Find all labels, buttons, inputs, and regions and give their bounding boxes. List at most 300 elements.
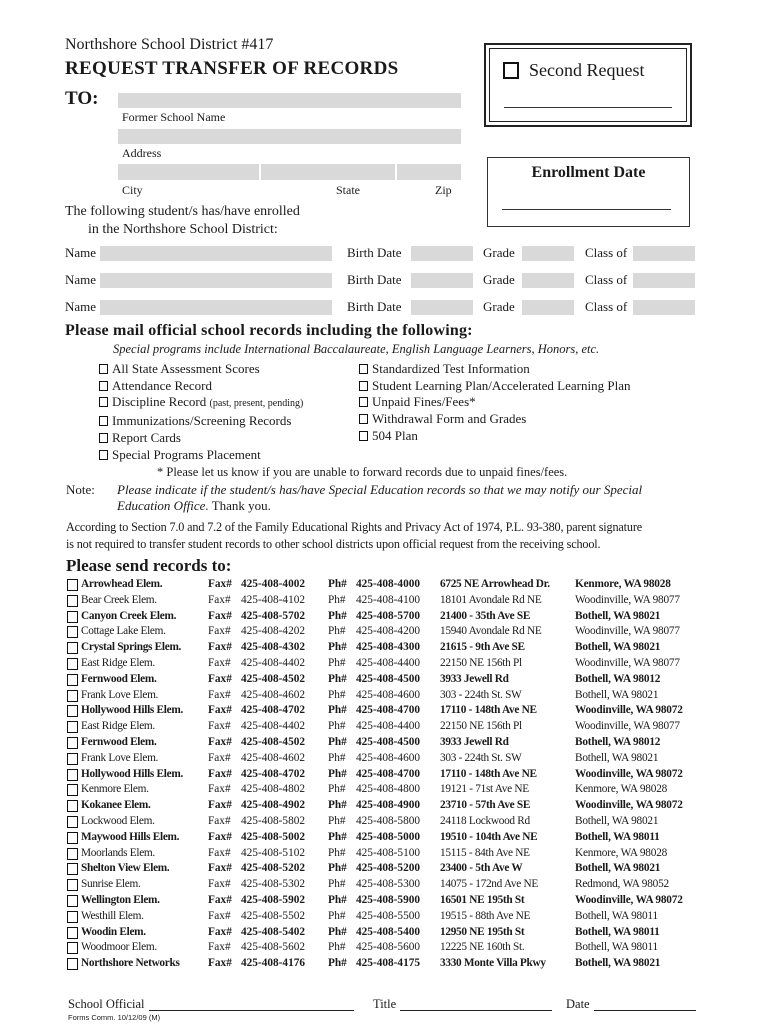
school-name: Westhill Elem. bbox=[81, 909, 144, 922]
school-fax-label: Fax# bbox=[208, 909, 231, 922]
school-city: Woodinville, WA 98077 bbox=[575, 656, 680, 669]
record-item-label: All State Assessment Scores bbox=[112, 361, 260, 376]
school-fax: 425-408-4602 bbox=[241, 751, 306, 764]
school-row bbox=[67, 703, 707, 719]
note-text-2: Education Office. bbox=[117, 498, 209, 513]
school-city: Bothell, WA 98011 bbox=[575, 941, 658, 954]
former-school-name-label: Former School Name bbox=[122, 110, 226, 124]
school-checkbox[interactable] bbox=[67, 927, 78, 939]
school-row bbox=[67, 577, 707, 593]
school-fax: 425-408-4402 bbox=[241, 656, 306, 669]
birth-date-label: Birth Date bbox=[347, 299, 402, 314]
address-field[interactable] bbox=[118, 129, 461, 144]
school-checkbox[interactable] bbox=[67, 911, 78, 923]
school-ph-label: Ph# bbox=[328, 814, 346, 827]
school-address: 21400 - 35th Ave SE bbox=[440, 609, 531, 622]
school-row bbox=[67, 735, 707, 751]
ferpa-line2: is not required to transfer student records to other school districts upon official request from the receiving school. bbox=[66, 537, 601, 551]
record-checkbox[interactable] bbox=[359, 414, 368, 424]
school-name: Northshore Networks bbox=[81, 957, 180, 970]
class-of-field[interactable] bbox=[633, 300, 695, 315]
school-phone: 425-408-4400 bbox=[356, 720, 421, 733]
school-checkbox[interactable] bbox=[67, 595, 78, 607]
school-fax-label: Fax# bbox=[208, 751, 231, 764]
school-name: Frank Love Elem. bbox=[81, 688, 159, 701]
school-ph-label: Ph# bbox=[328, 656, 346, 669]
school-name: East Ridge Elem. bbox=[81, 720, 155, 733]
school-checkbox[interactable] bbox=[67, 942, 78, 954]
school-checkbox[interactable] bbox=[67, 800, 78, 812]
school-ph-label: Ph# bbox=[328, 909, 346, 922]
school-address: 303 - 224th St. SW bbox=[440, 688, 522, 701]
school-fax: 425-408-5802 bbox=[241, 814, 306, 827]
grade-field[interactable] bbox=[522, 273, 574, 288]
school-address: 6725 NE Arrowhead Dr. bbox=[440, 578, 550, 590]
records-checklist-left bbox=[99, 361, 303, 463]
school-ph-label: Ph# bbox=[328, 941, 346, 954]
school-fax-label: Fax# bbox=[208, 783, 231, 796]
school-row bbox=[67, 640, 707, 656]
record-item[interactable] bbox=[359, 428, 630, 445]
school-address: 3933 Jewell Rd bbox=[440, 672, 509, 685]
school-checkbox[interactable] bbox=[67, 626, 78, 638]
school-checkbox[interactable] bbox=[67, 721, 78, 733]
record-item[interactable] bbox=[99, 430, 303, 447]
form-title: REQUEST TRANSFER OF RECORDS bbox=[65, 58, 399, 79]
school-ph-label: Ph# bbox=[328, 830, 347, 843]
records-checklist-right bbox=[359, 361, 630, 445]
school-checkbox[interactable] bbox=[67, 848, 78, 860]
school-fax-label: Fax# bbox=[208, 625, 231, 638]
school-fax: 425-408-5602 bbox=[241, 941, 306, 954]
record-checkbox[interactable] bbox=[359, 431, 368, 441]
class-of-field[interactable] bbox=[633, 246, 695, 261]
school-ph-label: Ph# bbox=[328, 625, 346, 638]
school-address: 12950 NE 195th St bbox=[440, 925, 525, 938]
school-row bbox=[67, 956, 707, 972]
school-row bbox=[67, 656, 707, 672]
school-city: Woodinville, WA 98072 bbox=[575, 767, 683, 780]
school-city: Bothell, WA 98021 bbox=[575, 641, 661, 654]
school-name: Woodmoor Elem. bbox=[81, 941, 157, 954]
enrollment-date-box bbox=[487, 157, 690, 227]
record-item[interactable] bbox=[359, 411, 630, 428]
school-phone: 425-408-5600 bbox=[356, 941, 421, 954]
district-name: Northshore School District #417 bbox=[65, 36, 274, 53]
school-fax-label: Fax# bbox=[208, 656, 231, 669]
student-name-field[interactable] bbox=[100, 300, 332, 315]
school-city: Bothell, WA 98012 bbox=[575, 735, 661, 748]
school-row bbox=[67, 877, 707, 893]
fines-note: * Please let us know if you are unable to forward records due to unpaid fines/fees. bbox=[157, 465, 568, 479]
school-row bbox=[67, 830, 707, 846]
student-name-label: Name bbox=[65, 299, 97, 314]
school-fax-label: Fax# bbox=[208, 641, 232, 654]
record-item[interactable] bbox=[99, 394, 303, 413]
school-address: 14075 - 172nd Ave NE bbox=[440, 878, 538, 891]
school-city: Redmond, WA 98052 bbox=[575, 878, 669, 891]
school-phone: 425-408-4000 bbox=[356, 578, 421, 590]
school-row bbox=[67, 624, 707, 640]
special-programs-note: Special programs include International Baccalaureate, English Language Learners, Honors, etc. bbox=[113, 342, 600, 356]
school-fax: 425-408-4502 bbox=[241, 735, 306, 748]
school-name: East Ridge Elem. bbox=[81, 656, 155, 669]
class-of-label: Class of bbox=[585, 272, 628, 287]
grade-field[interactable] bbox=[522, 300, 574, 315]
school-name: Shelton View Elem. bbox=[81, 862, 170, 875]
school-fax-label: Fax# bbox=[208, 957, 232, 970]
title-label: Title bbox=[373, 997, 397, 1011]
school-name: Kokanee Elem. bbox=[81, 799, 151, 812]
school-phone: 425-408-4175 bbox=[356, 957, 421, 970]
school-fax-label: Fax# bbox=[208, 593, 231, 606]
school-city: Bothell, WA 98021 bbox=[575, 688, 659, 701]
school-fax: 425-408-5702 bbox=[241, 609, 306, 622]
school-address: 19510 - 104th Ave NE bbox=[440, 830, 538, 843]
school-phone: 425-408-4200 bbox=[356, 625, 421, 638]
record-checkbox[interactable] bbox=[359, 381, 368, 391]
school-ph-label: Ph# bbox=[328, 704, 347, 717]
record-item-label: Standardized Test Information bbox=[372, 361, 530, 376]
school-city: Bothell, WA 98011 bbox=[575, 925, 660, 938]
school-address: 3330 Monte Villa Pkwy bbox=[440, 957, 546, 970]
record-checkbox[interactable] bbox=[99, 381, 108, 391]
school-ph-label: Ph# bbox=[328, 893, 347, 906]
zip-field[interactable] bbox=[397, 164, 461, 180]
school-row bbox=[67, 719, 707, 735]
record-item[interactable] bbox=[359, 394, 630, 411]
record-item-label: Attendance Record bbox=[112, 377, 212, 393]
student-name-label: Name bbox=[65, 272, 97, 287]
school-row bbox=[67, 940, 707, 956]
school-address: 303 - 224th St. SW bbox=[440, 751, 522, 764]
school-fax: 425-408-4102 bbox=[241, 593, 306, 606]
school-phone: 425-408-4100 bbox=[356, 593, 421, 606]
school-checkbox[interactable] bbox=[67, 832, 78, 844]
school-fax: 425-408-4002 bbox=[241, 578, 306, 590]
school-checkbox[interactable] bbox=[67, 658, 78, 670]
record-item[interactable] bbox=[359, 361, 630, 378]
school-row bbox=[67, 751, 707, 767]
title-field[interactable] bbox=[400, 1010, 552, 1011]
school-city: Woodinville, WA 98077 bbox=[575, 593, 680, 606]
school-ph-label: Ph# bbox=[328, 593, 346, 606]
school-city: Woodinville, WA 98072 bbox=[575, 704, 683, 717]
school-checkbox[interactable] bbox=[67, 816, 78, 828]
school-fax: 425-408-5302 bbox=[241, 878, 306, 891]
school-ph-label: Ph# bbox=[328, 862, 347, 875]
intro-line1: The following student/s has/have enrolled bbox=[65, 204, 300, 219]
school-phone: 425-408-4500 bbox=[356, 672, 421, 685]
school-checkbox[interactable] bbox=[67, 784, 78, 796]
school-checkbox[interactable] bbox=[67, 705, 78, 717]
school-fax: 425-408-4702 bbox=[241, 767, 306, 780]
school-city: Kenmore, WA 98028 bbox=[575, 783, 668, 796]
school-checkbox[interactable] bbox=[67, 895, 78, 907]
school-address: 16501 NE 195th St bbox=[440, 893, 525, 906]
school-fax-label: Fax# bbox=[208, 862, 232, 875]
school-fax: 425-408-5402 bbox=[241, 925, 306, 938]
ferpa-line1: According to Section 7.0 and 7.2 of the Family Educational Rights and Privacy Act of 1974, P.L. 93-380, parent signature bbox=[66, 520, 643, 534]
school-address: 19515 - 88th Ave NE bbox=[440, 909, 531, 922]
school-fax-label: Fax# bbox=[208, 609, 232, 622]
school-fax-label: Fax# bbox=[208, 704, 232, 717]
grade-label: Grade bbox=[483, 299, 515, 314]
school-ph-label: Ph# bbox=[328, 751, 346, 764]
school-fax: 425-408-4176 bbox=[241, 957, 306, 970]
discipline-note: (past, present, pending) bbox=[209, 398, 304, 410]
school-checkbox[interactable] bbox=[67, 958, 78, 970]
school-address: 17110 - 148th Ave NE bbox=[440, 704, 537, 717]
school-fax: 425-408-4702 bbox=[241, 704, 306, 717]
school-fax: 425-408-4602 bbox=[241, 688, 306, 701]
school-checkbox[interactable] bbox=[67, 690, 78, 702]
record-item-label: Unpaid Fines/Fees* bbox=[372, 394, 476, 410]
form-code: Forms Comm. 10/12/09 (M) bbox=[68, 1013, 161, 1022]
school-fax: 425-408-4202 bbox=[241, 625, 306, 638]
school-row bbox=[67, 688, 707, 704]
school-row bbox=[67, 893, 707, 909]
school-address: 24118 Lockwood Rd bbox=[440, 814, 530, 827]
class-of-label: Class of bbox=[585, 245, 628, 260]
school-row bbox=[67, 846, 707, 862]
school-fax-label: Fax# bbox=[208, 578, 232, 590]
school-city: Bothell, WA 98021 bbox=[575, 751, 659, 764]
record-item-label: Discipline Record bbox=[112, 394, 207, 410]
school-phone: 425-408-5300 bbox=[356, 878, 421, 891]
birth-date-label: Birth Date bbox=[347, 272, 402, 287]
grade-field[interactable] bbox=[522, 246, 574, 261]
school-checkbox[interactable] bbox=[67, 737, 78, 749]
school-name: Frank Love Elem. bbox=[81, 751, 159, 764]
school-phone: 425-408-4700 bbox=[356, 704, 421, 717]
school-phone: 425-408-4400 bbox=[356, 656, 421, 669]
school-fax: 425-408-5002 bbox=[241, 830, 306, 843]
school-row bbox=[67, 814, 707, 830]
school-checkbox[interactable] bbox=[67, 611, 78, 623]
record-item-label: Student Learning Plan/Accelerated Learning Plan bbox=[372, 377, 631, 393]
school-row bbox=[67, 593, 707, 609]
former-school-name-field[interactable] bbox=[118, 93, 461, 108]
school-ph-label: Ph# bbox=[328, 799, 347, 812]
school-ph-label: Ph# bbox=[328, 957, 347, 970]
school-ph-label: Ph# bbox=[328, 641, 347, 654]
school-address: 12225 NE 160th St. bbox=[440, 941, 525, 954]
class-of-label: Class of bbox=[585, 299, 628, 314]
school-fax-label: Fax# bbox=[208, 672, 232, 685]
school-name: Bear Creek Elem. bbox=[81, 593, 157, 606]
school-city: Bothell, WA 98021 bbox=[575, 814, 659, 827]
school-address: 18101 Avondale Rd NE bbox=[440, 593, 542, 606]
record-item[interactable] bbox=[99, 378, 303, 395]
record-item-label: 504 Plan bbox=[372, 427, 418, 443]
school-address: 15940 Avondale Rd NE bbox=[440, 625, 542, 638]
school-fax-label: Fax# bbox=[208, 846, 231, 859]
send-records-heading: Please send records to: bbox=[66, 556, 232, 575]
to-label: TO: bbox=[65, 88, 99, 109]
school-checkbox[interactable] bbox=[67, 863, 78, 875]
mail-records-heading: Please mail official school records including the following: bbox=[65, 322, 473, 339]
school-phone: 425-408-4300 bbox=[356, 641, 421, 654]
school-name: Cottage Lake Elem. bbox=[81, 625, 166, 638]
school-city: Woodinville, WA 98077 bbox=[575, 625, 680, 638]
state-label: State bbox=[336, 183, 360, 197]
school-fax: 425-408-4802 bbox=[241, 783, 306, 796]
school-name: Fernwood Elem. bbox=[81, 672, 157, 685]
record-checkbox[interactable] bbox=[99, 397, 108, 407]
birth-date-field[interactable] bbox=[411, 246, 473, 261]
school-name: Maywood Hills Elem. bbox=[81, 830, 180, 843]
note-label: Note: bbox=[66, 482, 95, 497]
school-name: Fernwood Elem. bbox=[81, 735, 157, 748]
school-phone: 425-408-5800 bbox=[356, 814, 421, 827]
school-ph-label: Ph# bbox=[328, 578, 347, 590]
intro-line2: in the Northshore School District: bbox=[88, 222, 278, 237]
school-name: Hollywood Hills Elem. bbox=[81, 767, 183, 780]
school-phone: 425-408-5700 bbox=[356, 609, 421, 622]
school-fax: 425-408-5502 bbox=[241, 909, 306, 922]
school-fax-label: Fax# bbox=[208, 814, 231, 827]
school-name: Wellington Elem. bbox=[81, 893, 160, 906]
class-of-field[interactable] bbox=[633, 273, 695, 288]
school-phone: 425-408-5500 bbox=[356, 909, 421, 922]
grade-label: Grade bbox=[483, 272, 515, 287]
school-address: 21615 - 9th Ave SE bbox=[440, 641, 525, 654]
school-city: Bothell, WA 98012 bbox=[575, 672, 661, 685]
school-phone: 425-408-4900 bbox=[356, 799, 421, 812]
school-ph-label: Ph# bbox=[328, 735, 347, 748]
date-label: Date bbox=[566, 997, 590, 1011]
school-city: Woodinville, WA 98072 bbox=[575, 893, 683, 906]
record-checkbox[interactable] bbox=[99, 416, 108, 426]
school-checkbox[interactable] bbox=[67, 769, 78, 781]
school-name: Lockwood Elem. bbox=[81, 814, 155, 827]
record-item[interactable] bbox=[359, 378, 630, 395]
student-name-field[interactable] bbox=[100, 246, 332, 261]
school-row bbox=[67, 925, 707, 941]
birth-date-field[interactable] bbox=[411, 300, 473, 315]
school-phone: 425-408-4600 bbox=[356, 688, 421, 701]
school-ph-label: Ph# bbox=[328, 878, 346, 891]
enrollment-date-label: Enrollment Date bbox=[531, 164, 646, 181]
second-request-box bbox=[484, 43, 692, 127]
date-field[interactable] bbox=[594, 1010, 696, 1011]
school-fax-label: Fax# bbox=[208, 925, 232, 938]
city-field[interactable] bbox=[118, 164, 259, 180]
record-checkbox[interactable] bbox=[359, 397, 368, 407]
school-city: Kenmore, WA 98028 bbox=[575, 846, 668, 859]
school-address: 22150 NE 156th Pl bbox=[440, 656, 522, 669]
school-fax: 425-408-5202 bbox=[241, 862, 306, 875]
school-ph-label: Ph# bbox=[328, 720, 346, 733]
school-fax-label: Fax# bbox=[208, 830, 232, 843]
student-name-field[interactable] bbox=[100, 273, 332, 288]
school-phone: 425-408-4700 bbox=[356, 767, 421, 780]
school-name: Hollywood Hills Elem. bbox=[81, 704, 183, 717]
school-checkbox[interactable] bbox=[67, 879, 78, 891]
record-item[interactable] bbox=[99, 413, 303, 430]
birth-date-field[interactable] bbox=[411, 273, 473, 288]
note-text-1: Please indicate if the student/s has/have Special Education records so that we may notify our Special bbox=[117, 482, 643, 497]
school-city: Kenmore, WA 98028 bbox=[575, 578, 671, 590]
school-ph-label: Ph# bbox=[328, 846, 346, 859]
school-fax-label: Fax# bbox=[208, 878, 231, 891]
school-address: 19121 - 71st Ave NE bbox=[440, 783, 529, 796]
note-thanks: Thank you. bbox=[211, 498, 271, 513]
school-checkbox[interactable] bbox=[67, 753, 78, 765]
school-phone: 425-408-5100 bbox=[356, 846, 421, 859]
school-row bbox=[67, 672, 707, 688]
school-phone: 425-408-4500 bbox=[356, 735, 421, 748]
record-item-label: Report Cards bbox=[112, 429, 181, 445]
school-city: Woodinville, WA 98072 bbox=[575, 799, 683, 812]
school-fax: 425-408-4502 bbox=[241, 672, 306, 685]
school-ph-label: Ph# bbox=[328, 688, 346, 701]
school-city: Bothell, WA 98021 bbox=[575, 957, 661, 970]
state-field[interactable] bbox=[261, 164, 395, 180]
school-checkbox[interactable] bbox=[67, 579, 78, 591]
school-fax-label: Fax# bbox=[208, 799, 232, 812]
school-fax: 425-408-5902 bbox=[241, 893, 306, 906]
school-fax-label: Fax# bbox=[208, 893, 232, 906]
address-label: Address bbox=[122, 146, 162, 160]
school-official-field[interactable] bbox=[149, 1010, 354, 1011]
school-fax-label: Fax# bbox=[208, 720, 231, 733]
school-checkbox[interactable] bbox=[67, 674, 78, 686]
school-phone: 425-408-5000 bbox=[356, 830, 421, 843]
school-phone: 425-408-4800 bbox=[356, 783, 421, 796]
second-request-checkbox[interactable] bbox=[503, 62, 519, 79]
school-name: Sunrise Elem. bbox=[81, 878, 141, 891]
record-checkbox[interactable] bbox=[359, 364, 368, 374]
record-item[interactable] bbox=[99, 447, 303, 464]
school-fax-label: Fax# bbox=[208, 941, 231, 954]
city-label: City bbox=[122, 183, 143, 197]
school-row bbox=[67, 798, 707, 814]
birth-date-label: Birth Date bbox=[347, 245, 402, 260]
record-checkbox[interactable] bbox=[99, 433, 108, 443]
record-item[interactable] bbox=[99, 361, 303, 378]
school-name: Canyon Creek Elem. bbox=[81, 609, 177, 622]
school-phone: 425-408-4600 bbox=[356, 751, 421, 764]
school-city: Woodinville, WA 98077 bbox=[575, 720, 680, 733]
school-fax: 425-408-4902 bbox=[241, 799, 306, 812]
school-fax-label: Fax# bbox=[208, 688, 231, 701]
school-name: Arrowhead Elem. bbox=[81, 578, 163, 590]
enrollment-date-field[interactable] bbox=[502, 209, 671, 210]
record-checkbox[interactable] bbox=[99, 450, 108, 460]
school-address: 17110 - 148th Ave NE bbox=[440, 767, 537, 780]
schools-list bbox=[67, 577, 707, 972]
record-item-label: Immunizations/Screening Records bbox=[112, 413, 292, 429]
school-address: 23400 - 5th Ave W bbox=[440, 862, 523, 875]
school-city: Bothell, WA 98011 bbox=[575, 909, 658, 922]
school-row bbox=[67, 767, 707, 783]
school-fax: 425-408-4302 bbox=[241, 641, 306, 654]
record-item-label: Withdrawal Form and Grades bbox=[372, 411, 527, 427]
school-ph-label: Ph# bbox=[328, 767, 347, 780]
school-address: 15115 - 84th Ave NE bbox=[440, 846, 530, 859]
school-row bbox=[67, 861, 707, 877]
school-ph-label: Ph# bbox=[328, 783, 346, 796]
school-name: Woodin Elem. bbox=[81, 925, 146, 938]
school-checkbox[interactable] bbox=[67, 642, 78, 654]
school-address: 3933 Jewell Rd bbox=[440, 735, 509, 748]
school-row bbox=[67, 909, 707, 925]
school-ph-label: Ph# bbox=[328, 925, 347, 938]
record-checkbox[interactable] bbox=[99, 364, 108, 374]
school-fax: 425-408-5102 bbox=[241, 846, 306, 859]
